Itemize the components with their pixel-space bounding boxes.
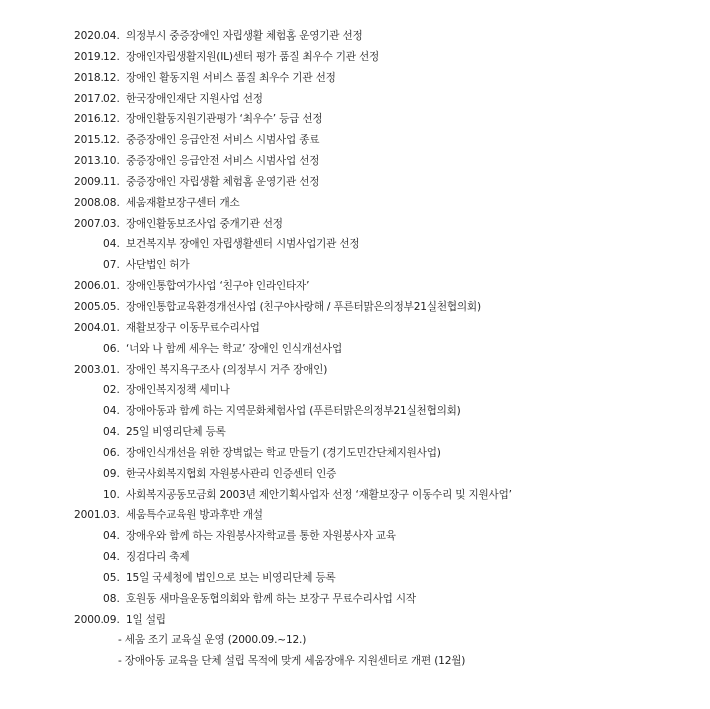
entry-year: 2017. [74,92,104,105]
entry-text: 중증장애인 응급안전 서비스 시범사업 선정 [126,155,320,168]
entry-text: 1일 설립 [126,613,166,626]
entry-year: 2006. [74,280,104,293]
entry-text: 장애아동과 함께 하는 지역문화체험사업 (푸른터맑은의정부21실천협의회) [126,405,461,418]
timeline-row [0,360,710,381]
timeline-row [0,276,710,297]
entry-month: 10. [103,488,120,501]
entry-month: 11. [103,175,120,188]
timeline-row [0,172,710,193]
entry-month: 06. [103,342,120,355]
entry-year: 2019. [74,50,104,63]
entry-text: 장애인통합교육환경개선사업 (친구야사랑해 / 푸른터맑은의정부21실천협의회) [126,300,481,313]
timeline-row [0,47,710,68]
timeline-row [0,214,710,235]
timeline-row [0,255,710,276]
entry-month: 07. [103,259,120,272]
entry-year: 2008. [74,196,104,209]
entry-text: 재활보장구 이동무료수리사업 [126,321,260,334]
entry-text: 세움특수교육원 방과후반 개설 [126,509,263,522]
entry-text: ‘너와 나 함께 세우는 학교’ 장애인 인식개선사업 [126,342,342,355]
entry-text: 장애인자립생활지원(IL)센터 평가 품질 최우수 기관 선정 [126,50,380,63]
entry-month: 04. [103,426,120,439]
entry-text: 사단법인 허가 [126,259,190,272]
entry-year: 2003. [74,363,104,376]
entry-month: 03. [103,509,120,522]
entry-text: 보건복지부 장애인 자립생활센터 시범사업기관 선정 [126,238,360,251]
entry-year: 2007. [74,217,104,230]
timeline-row [0,485,710,506]
entry-month: 10. [103,155,120,168]
entry-text: 장애인활동지원기관평가 ‘최우수’ 등급 선정 [126,113,323,126]
entry-year: 2020. [74,30,104,42]
timeline-row [0,318,710,339]
timeline-row [0,109,710,130]
entry-month: 03. [103,217,120,230]
entry-month: 05. [103,571,120,584]
entry-year: 2013. [74,155,104,168]
entry-year: 2018. [74,71,104,84]
timeline-row [0,547,710,568]
timeline-row [0,443,710,464]
timeline-row [0,193,710,214]
entry-text: 장애인식개선을 위한 장벽없는 학교 만들기 (경기도민간단체지원사업) [126,446,441,459]
entry-month: 01. [103,280,120,293]
entry-month: 02. [103,384,120,397]
history-timeline [0,26,710,672]
timeline-row [0,401,710,422]
entry-text: 장애인복지정책 세미나 [126,384,230,397]
entry-text: 중증장애인 자립생활 체험홈 운영기관 선정 [126,175,320,188]
entry-year: 2009. [74,175,104,188]
timeline-row [0,464,710,485]
entry-text: 사회복지공동모금회 2003년 제안기획사업자 선정 ‘재활보장구 이동수리 및 지원사업’ [126,488,512,501]
entry-month: 04. [103,551,120,564]
timeline-row [0,526,710,547]
entry-text: 25일 비영리단체 등록 [126,426,226,439]
entry-month: 01. [103,363,120,376]
timeline-row [0,589,710,610]
sub-note-row [0,630,710,651]
entry-text: 장애인통합여가사업 ‘친구야 인라인타자’ [126,280,310,293]
entry-month: 05. [103,300,120,313]
entry-text: 장애인 복지욕구조사 (의정부시 거주 장애인) [126,363,328,376]
entry-month: 12. [103,134,120,147]
entry-text: 장애인 활동지원 서비스 품질 최우수 기관 선정 [126,71,336,84]
entry-month: 04. [103,238,120,251]
timeline-row [0,68,710,89]
timeline-row [0,26,710,47]
timeline-row [0,505,710,526]
timeline-row [0,422,710,443]
entry-year: 2015. [74,134,104,147]
timeline-row [0,234,710,255]
entry-month: 09. [103,613,120,626]
entry-month: 12. [103,113,120,126]
timeline-row [0,89,710,110]
timeline-row [0,339,710,360]
entry-text: 한국장애인재단 지원사업 선정 [126,92,263,105]
entry-text: 15일 국세청에 법인으로 보는 비영리단체 등록 [126,571,336,584]
timeline-row [0,610,710,631]
entry-month: 02. [103,92,120,105]
entry-year: 2000. [74,613,104,626]
timeline-row [0,380,710,401]
entry-text: 중증장애인 응급안전 서비스 시범사업 종료 [126,134,320,147]
entry-text: 한국사회복지협회 자원봉사관리 인증센터 인증 [126,467,337,480]
entry-text: 장애인활동보조사업 중개기관 선정 [126,217,283,230]
entry-year: 2005. [74,300,104,313]
entry-text: 의정부시 중증장애인 자립생활 체험홈 운영기관 선정 [126,30,363,42]
entry-month: 08. [103,196,120,209]
entry-text: 호원동 새마을운동협의회와 함께 하는 보장구 무료수리사업 시작 [126,592,416,605]
sub-note: - 세움 조기 교육실 운영 (2000.09.~12.) [118,634,307,647]
timeline-row [0,297,710,318]
entry-month: 04. [103,30,120,42]
timeline-row [0,568,710,589]
entry-month: 06. [103,446,120,459]
entry-year: 2016. [74,113,104,126]
entry-year: 2001. [74,509,104,522]
entry-month: 04. [103,530,120,543]
entry-text: 세움재활보장구센터 개소 [126,196,240,209]
sub-note-row [0,651,710,672]
timeline-row [0,151,710,172]
sub-note: - 장애아동 교육을 단체 설립 목적에 맞게 세움장애우 지원센터로 개편 (12월) [118,655,466,668]
entry-month: 08. [103,592,120,605]
entry-month: 12. [103,50,120,63]
entry-text: 징검다리 축제 [126,551,190,564]
entry-month: 09. [103,467,120,480]
entry-text: 장애우와 함께 하는 자원봉사자학교를 통한 자원봉사자 교육 [126,530,396,543]
entry-month: 01. [103,321,120,334]
timeline-row [0,130,710,151]
entry-month: 04. [103,405,120,418]
entry-month: 12. [103,71,120,84]
entry-year: 2004. [74,321,104,334]
